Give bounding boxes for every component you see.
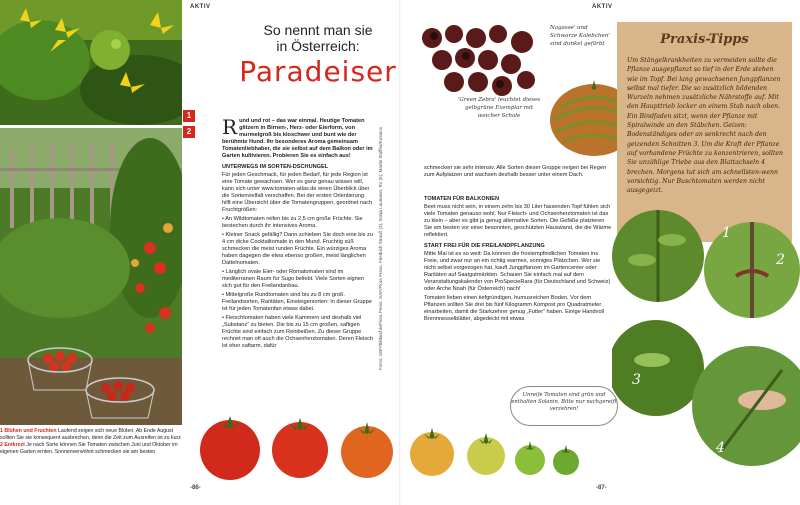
photo-step-sequence (612, 210, 800, 478)
photo-black-tomatoes (418, 24, 546, 102)
page-title: Paradeiser (239, 55, 397, 88)
caption-text-1: Laufend zeigen sich neue Blüten. Ab Ende August sollten Sie sie konsequent ausbrechen, denn die Zeit zum Ausreifen ist zu kurz (0, 428, 181, 441)
caption-label-1: 1 Blühen und Fruchten (0, 428, 57, 434)
tips-text: Um Stängelkrankheiten zu vermeiden sollte die Pflanze ausgepflanzt so tief in der Erde stehen wie im Topf. Bei lang gewachsenen Jungpflanzen selbst mal tiefer. Die so zusätzlich bildenden Wurzeln nehmen zusätzliche Nährstoffe auf. Mit den Haupttrieb locker an einem Stab nach oben. Ein Bindfaden sitzt, wenn der Pflanze mit Spiralwinde an den Stäbchen. Geizen: Bodenständiges oder an senkrecht nach den geizenden Schnitten 3. Um die Kraft der Pflanze auf vorhandene Früchte zu konzentrieren, sollten Sie unzählige Triebe aus den Blattachseln 4 brechen. Morgens tut sich am schnellsten-wenn vorsichtig. Nur Buschtomaten werden nicht ausgegeizt. (627, 57, 783, 195)
photo-tag-1: 1 (183, 110, 195, 122)
black-tomatoes-illustration (418, 24, 546, 102)
text-column-2-top (424, 165, 612, 185)
steps-illustration (612, 210, 800, 478)
tomato-green-2 (553, 445, 579, 475)
annotation-black-tomatoes: Nagasse' und Schwarze Kalebchen' sind dunkel gefärbt (550, 25, 610, 47)
caption-text-2: Je nach Sorte können Sie Tomaten zwischen Juni und Oktober im eigenen Garten ernten. Sonnenverwöhnt schmecken sie am besten (0, 442, 178, 455)
step-number-4: 4 (716, 440, 725, 456)
tomato-orange (341, 422, 393, 478)
step-number-1: 1 (722, 225, 731, 241)
paragraph: Für jeden Geschmack, für jeden Bedarf, für jede Region ist eine Tomate gewachsen. Wer es ganz genau wissen will, kann sich unter www.tomaten-atlas.de einen Überblick über die Sortenvielfalt verschaffen. Bei der ersten Orientierung hilft eine Übersicht über die Tomatengruppen, geordnet nach Fruchtgrößen: (222, 172, 373, 213)
subhead-sorten: UNTERWEGS IM SORTEN-DSCHUNGEL (222, 164, 329, 170)
paragraph: Mitte Mai ist es so weit: Da können die frostempfindlichen Tomaten ins Freie, und zwar nur an ein richtig warmes, sonniges Plätzchen. Wer sie nicht selbst vorgezogen hat, kauft Jungpflanzen im Gartencenter oder Raritäten auf Saatgutmärkten. Schauen Sie einfach mal auf dem Veranstaltungskalender von ProSpecieRara (für Deutschland und Schweiz) oder Arche Noah (für Österreich) nach! (424, 251, 611, 292)
tomato-red-2 (272, 418, 328, 478)
subhead-freiland: START FREI FÜR DIE FREILANDPFLANZUNG (424, 243, 545, 249)
ripening-tomatoes-illustration (190, 398, 590, 484)
text-column-1 (222, 118, 374, 376)
tomato-ripening-row (190, 398, 590, 484)
flowers-illustration (0, 0, 182, 125)
title-line-1: So nennt man sie (263, 22, 373, 38)
dropcap: R (222, 118, 238, 139)
photo-tag-2: 2 (183, 126, 195, 138)
garden-illustration (0, 128, 182, 425)
paragraph: • Kleiner Snack gefällig? Dann schieben Sie doch eine bis zu 4 cm dicke Cocktailtomate in den Mund. Fruchtig süß schmecken die meist runden Früchte. Ein würziges Aroma haben dagegen die etwa ebenso großen, meist länglichen Dattelnomaten. (222, 232, 373, 266)
tomato-red-1 (200, 416, 260, 480)
page-number-right: -87- (596, 485, 607, 491)
caption-label-2: 2 Entkrezt (0, 442, 25, 448)
tips-title: Praxis-Tipps (660, 32, 749, 47)
tomato-yellow (410, 428, 454, 476)
paragraph: • Fleischtomaten haben viele Kammern und deshalb viel „Substanz“ zu bieten. Die bis zu 15 cm großen, saftigen Früchte sind einfach zum Reinbeißen. Zu dieser Gruppe rechnet man oft auch die Ochsenherztomaten. Deren Fleisch ist eher saftarm, dafür (222, 315, 374, 349)
paragraph: • An Wildtomaten reifen bis zu 2,5 cm große Früchte. Sie bestechen durch ihr intensives Aroma. (222, 216, 363, 229)
title-subline (218, 22, 418, 54)
paragraph: • Mittelgroße Rundtomaten sind bis zu 8 cm groß. Freilandsorten, Raritäten, Einsteigersorten: In dieser Gruppe ist für jeden Tomatenfan etwas dabei. (222, 292, 372, 312)
section-tag-right: AKTIV (592, 4, 613, 10)
annotation-green-zebra: 'Green Zebra' leuchtet dieses gelbgrüne Exemplar mit weicher Schale (457, 97, 541, 119)
subhead-balkonien: TOMATEN FÜR BALKONIEN (424, 196, 499, 202)
speech-bubble: Unreife Tomaten sind grün und enthalten Solanin. Bitte nur nachgereift verzehren! (510, 386, 618, 426)
step-number-2: 2 (776, 252, 785, 268)
photo-credit: Fotos: GBP/Bildarchiv/Flora Press, GAP/Flora Press, Friedrich Strauß (3), Sonja Laumann, Ro (5), Martin Staffler/Kosmos (378, 127, 383, 370)
tips-box (617, 22, 792, 242)
paragraph: schmecken sie sehr intensiv. Alle Sorten dieser Gruppe neigen bei Regen zum Aufplatzen und wachsen deshalb besser unter einem Dach. (424, 165, 607, 178)
tomato-green-1 (515, 441, 545, 475)
page-number-left: -86- (190, 485, 201, 491)
section-tag-left: AKTIV (190, 4, 211, 10)
text-column-2 (424, 192, 612, 372)
title-line-2: in Österreich: (276, 38, 360, 54)
tomato-yellow-green (467, 433, 505, 475)
paragraph: • Länglich ovale Eier- oder Romatomaten sind im mediterranen Raum für Sugo beliebt. Viele Sorten eignen sich gut für den Freilandanbau. (222, 269, 365, 289)
step-number-3: 3 (632, 372, 641, 388)
intro-paragraph: und und rot – das war einmal. Heutige Tomaten glitzern in Birnen-, Herz- oder Eierform, von murmelgroß bis kloschwer und bunt wie der berühmte Hund. Ihr besonderes Aroma gemeinsam Tomatenliebhaber, die sie selbst auf dem Balkon oder im Garten kultivieren. Probieren Sie es einfach aus! (222, 118, 373, 159)
photo-caption (0, 428, 182, 456)
paragraph: Beet muss nicht sein, in einem zehn bis 30 Liter fassenden Topf fühlen sich viele Tomaten genauso wohl. Nur Fleisch- und Ochsenherztomaten ist das zu klein – aber es gibt ja genug alternative Sorten. Die Gefäße platzieren Sie am besten vor einer besonnten, geschützten Hauswand, die die Wärme reflektiert. (424, 204, 612, 238)
photo-garden-baskets (0, 128, 182, 425)
photo-tomato-flowers (0, 0, 182, 125)
paragraph: Tomaten lieben einen tiefgründigen, humusreichen Boden. Vor dem Pflanzen sollten Sie drei bis fünf Kilogramm Kompost pro Quadratmeter einarbeiten, damit die Starkzehrer genug „Futter“ haben. Einige Handvoll Brennnesselblätter, abgedeckt mit etwas (424, 295, 605, 322)
